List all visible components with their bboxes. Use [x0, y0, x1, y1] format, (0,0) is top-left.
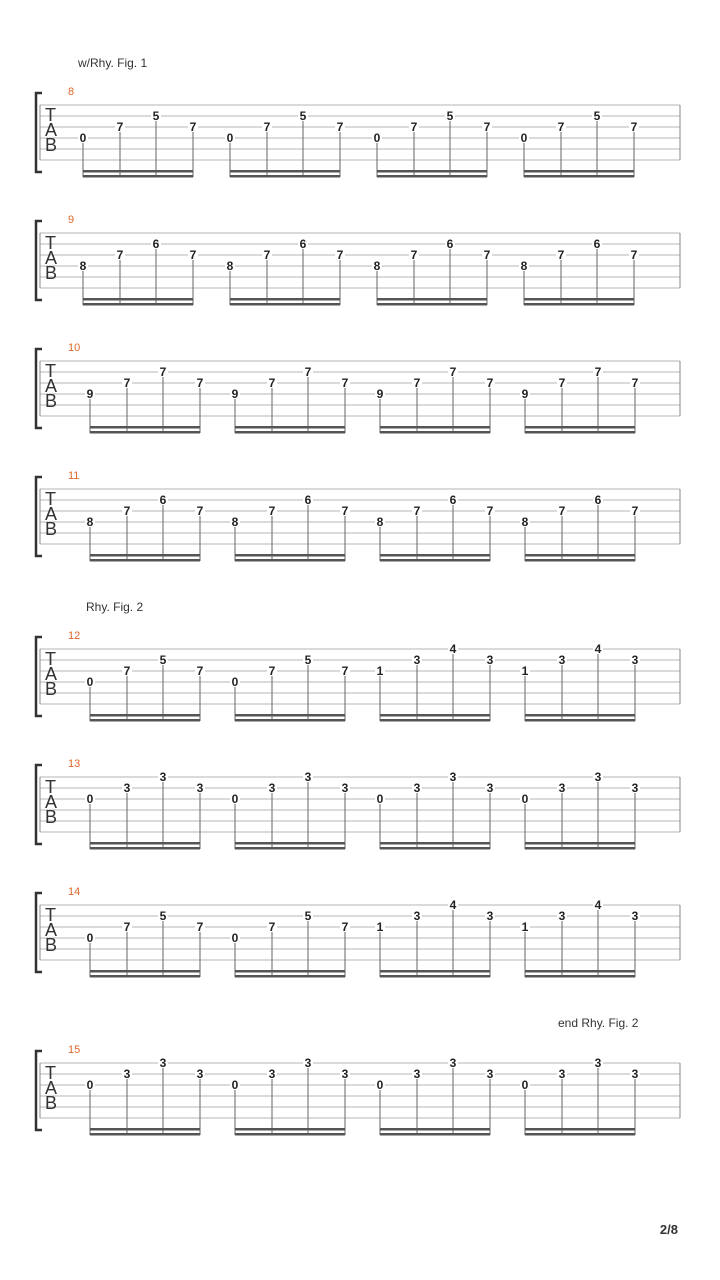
measure-number: 15 — [68, 1044, 81, 1056]
beam-secondary — [90, 426, 200, 429]
tab-clef-letter: B — [45, 519, 58, 539]
beam-primary — [90, 847, 200, 850]
fret-number: 3 — [486, 909, 494, 923]
fret-number: 5 — [152, 109, 160, 123]
beam-secondary — [525, 1128, 635, 1131]
fret-number: 6 — [304, 493, 312, 507]
fret-number: 7 — [263, 248, 271, 262]
beam-primary — [525, 1133, 635, 1136]
beam-secondary — [377, 170, 487, 173]
fret-number: 3 — [558, 653, 566, 667]
measure-number: 12 — [68, 630, 81, 642]
fret-number: 3 — [413, 781, 421, 795]
beam-secondary — [230, 170, 340, 173]
fret-number: 7 — [304, 365, 312, 379]
fret-number: 0 — [521, 1078, 529, 1092]
fret-number: 3 — [486, 1067, 494, 1081]
fret-number: 0 — [231, 1078, 239, 1092]
tab-system — [0, 757, 720, 867]
tab-clef-letter: A — [45, 920, 58, 940]
fret-number: 3 — [268, 1067, 276, 1081]
fret-number: 5 — [299, 109, 307, 123]
beam-secondary — [525, 426, 635, 429]
tab-system — [0, 469, 720, 579]
fret-number: 1 — [376, 920, 384, 934]
fret-number: 8 — [520, 259, 528, 273]
fret-number: 7 — [483, 120, 491, 134]
fret-number: 7 — [189, 120, 197, 134]
fret-number: 3 — [631, 781, 639, 795]
fret-number: 7 — [341, 376, 349, 390]
fret-number: 3 — [631, 653, 639, 667]
fret-number: 3 — [558, 781, 566, 795]
fret-number: 3 — [413, 653, 421, 667]
fret-number: 7 — [123, 920, 131, 934]
fret-number: 3 — [304, 1056, 312, 1070]
fret-number: 3 — [196, 781, 204, 795]
fret-number: 8 — [231, 515, 239, 529]
fret-number: 7 — [486, 504, 494, 518]
beam-secondary — [525, 970, 635, 973]
beam-primary — [524, 175, 634, 178]
beam-secondary — [524, 170, 634, 173]
fret-number: 1 — [521, 920, 529, 934]
fret-number: 8 — [373, 259, 381, 273]
fret-number: 7 — [268, 664, 276, 678]
fret-number: 3 — [159, 1056, 167, 1070]
tab-clef-letter: A — [45, 1078, 58, 1098]
fret-number: 7 — [196, 376, 204, 390]
fret-number: 4 — [594, 642, 602, 656]
beam-secondary — [235, 426, 345, 429]
tab-clef-letter: B — [45, 263, 58, 283]
tab-clef-letter: A — [45, 664, 58, 684]
beam-secondary — [235, 714, 345, 717]
fret-number: 3 — [413, 1067, 421, 1081]
tab-clef-letter: B — [45, 935, 58, 955]
fret-number: 7 — [410, 248, 418, 262]
fret-number: 3 — [594, 1056, 602, 1070]
beam-secondary — [230, 298, 340, 301]
beam-secondary — [380, 970, 490, 973]
tab-clef-letter: T — [45, 233, 56, 253]
measure-number: 10 — [68, 342, 81, 354]
beam-primary — [235, 975, 345, 978]
fret-number: 8 — [86, 515, 94, 529]
fret-number: 0 — [231, 931, 239, 945]
beam-primary — [235, 719, 345, 722]
fret-number: 1 — [376, 664, 384, 678]
beam-primary — [235, 431, 345, 434]
tab-clef-letter: A — [45, 504, 58, 524]
fret-number: 3 — [449, 1056, 457, 1070]
tab-clef-letter: T — [45, 489, 56, 509]
fret-number: 6 — [593, 237, 601, 251]
beam-primary — [380, 1133, 490, 1136]
page-number: 2/8 — [659, 1222, 678, 1237]
beam-primary — [380, 975, 490, 978]
fret-number: 7 — [341, 664, 349, 678]
tab-system — [0, 341, 720, 451]
fret-number: 7 — [413, 504, 421, 518]
fret-number: 7 — [483, 248, 491, 262]
beam-secondary — [235, 970, 345, 973]
tab-clef-letter: A — [45, 120, 58, 140]
fret-number: 0 — [376, 792, 384, 806]
tab-clef-letter: B — [45, 391, 58, 411]
beam-primary — [380, 431, 490, 434]
fret-number: 7 — [196, 664, 204, 678]
fret-number: 8 — [79, 259, 87, 273]
fret-number: 7 — [594, 365, 602, 379]
fret-number: 3 — [594, 770, 602, 784]
beam-primary — [380, 719, 490, 722]
beam-primary — [524, 303, 634, 306]
beam-secondary — [525, 842, 635, 845]
fret-number: 8 — [226, 259, 234, 273]
beam-primary — [235, 1133, 345, 1136]
fret-number: 3 — [631, 1067, 639, 1081]
beam-primary — [380, 847, 490, 850]
beam-primary — [377, 303, 487, 306]
fret-number: 3 — [341, 1067, 349, 1081]
fret-number: 0 — [231, 792, 239, 806]
beam-primary — [525, 847, 635, 850]
fret-number: 5 — [304, 909, 312, 923]
fret-number: 0 — [86, 1078, 94, 1092]
beam-primary — [525, 559, 635, 562]
tab-clef-letter: B — [45, 679, 58, 699]
beam-secondary — [83, 170, 193, 173]
fret-number: 9 — [231, 387, 239, 401]
fret-number: 3 — [486, 653, 494, 667]
fret-number: 0 — [231, 675, 239, 689]
fret-number: 0 — [79, 131, 87, 145]
fret-number: 7 — [558, 504, 566, 518]
beam-primary — [235, 559, 345, 562]
fret-number: 3 — [486, 781, 494, 795]
fret-number: 6 — [299, 237, 307, 251]
beam-secondary — [525, 554, 635, 557]
beam-primary — [90, 559, 200, 562]
fret-number: 0 — [86, 675, 94, 689]
tab-clef-letter: T — [45, 1063, 56, 1083]
fret-number: 7 — [557, 120, 565, 134]
fret-number: 5 — [159, 909, 167, 923]
tab-clef-letter: T — [45, 905, 56, 925]
fret-number: 3 — [558, 909, 566, 923]
beam-secondary — [90, 970, 200, 973]
end-rhythm-figure-2-label: end Rhy. Fig. 2 — [558, 1016, 639, 1030]
beam-primary — [525, 431, 635, 434]
tab-clef-letter: B — [45, 135, 58, 155]
fret-number: 7 — [630, 120, 638, 134]
fret-number: 7 — [413, 376, 421, 390]
fret-number: 1 — [521, 664, 529, 678]
fret-number: 7 — [341, 504, 349, 518]
fret-number: 7 — [123, 504, 131, 518]
tab-clef-letter: B — [45, 807, 58, 827]
fret-number: 0 — [226, 131, 234, 145]
fret-number: 3 — [196, 1067, 204, 1081]
measure-number: 8 — [68, 86, 75, 98]
fret-number: 4 — [449, 642, 457, 656]
fret-number: 7 — [196, 504, 204, 518]
beam-secondary — [90, 714, 200, 717]
fret-number: 9 — [521, 387, 529, 401]
beam-primary — [525, 719, 635, 722]
fret-number: 7 — [268, 504, 276, 518]
beam-primary — [90, 1133, 200, 1136]
tab-system — [0, 1043, 720, 1153]
beam-secondary — [524, 298, 634, 301]
fret-number: 7 — [263, 120, 271, 134]
beam-primary — [380, 559, 490, 562]
tab-clef-letter: A — [45, 376, 58, 396]
fret-number: 7 — [631, 504, 639, 518]
fret-number: 8 — [521, 515, 529, 529]
fret-number: 3 — [631, 909, 639, 923]
beam-secondary — [90, 842, 200, 845]
beam-primary — [90, 431, 200, 434]
fret-number: 3 — [159, 770, 167, 784]
fret-number: 7 — [558, 376, 566, 390]
fret-number: 7 — [116, 120, 124, 134]
beam-secondary — [90, 1128, 200, 1131]
fret-number: 7 — [196, 920, 204, 934]
fret-number: 6 — [152, 237, 160, 251]
tab-clef-letter: B — [45, 1093, 58, 1113]
tab-system — [0, 885, 720, 995]
fret-number: 4 — [594, 898, 602, 912]
fret-number: 7 — [486, 376, 494, 390]
fret-number: 0 — [376, 1078, 384, 1092]
beam-secondary — [380, 1128, 490, 1131]
beam-primary — [235, 847, 345, 850]
fret-number: 7 — [268, 920, 276, 934]
fret-number: 5 — [159, 653, 167, 667]
fret-number: 6 — [594, 493, 602, 507]
tab-clef-letter: T — [45, 649, 56, 669]
fret-number: 5 — [446, 109, 454, 123]
tab-system — [0, 213, 720, 323]
tab-clef-letter: T — [45, 777, 56, 797]
beam-primary — [90, 975, 200, 978]
fret-number: 7 — [189, 248, 197, 262]
fret-number: 7 — [336, 120, 344, 134]
fret-number: 3 — [341, 781, 349, 795]
fret-number: 0 — [86, 792, 94, 806]
beam-primary — [83, 303, 193, 306]
fret-number: 9 — [376, 387, 384, 401]
fret-number: 3 — [123, 781, 131, 795]
fret-number: 7 — [116, 248, 124, 262]
tab-system — [0, 629, 720, 739]
beam-secondary — [525, 714, 635, 717]
fret-number: 3 — [268, 781, 276, 795]
fret-number: 6 — [449, 493, 457, 507]
beam-primary — [230, 175, 340, 178]
tab-clef-letter: A — [45, 248, 58, 268]
fret-number: 3 — [558, 1067, 566, 1081]
beam-secondary — [380, 426, 490, 429]
fret-number: 4 — [449, 898, 457, 912]
beam-primary — [83, 175, 193, 178]
fret-number: 0 — [520, 131, 528, 145]
fret-number: 3 — [304, 770, 312, 784]
tab-clef-letter: T — [45, 361, 56, 381]
rhythm-figure-2-label: Rhy. Fig. 2 — [86, 600, 144, 614]
measure-number: 13 — [68, 758, 81, 770]
fret-number: 7 — [123, 376, 131, 390]
beam-primary — [525, 975, 635, 978]
fret-number: 7 — [268, 376, 276, 390]
fret-number: 9 — [86, 387, 94, 401]
fret-number: 0 — [86, 931, 94, 945]
fret-number: 6 — [159, 493, 167, 507]
fret-number: 3 — [449, 770, 457, 784]
beam-secondary — [235, 1128, 345, 1131]
beam-secondary — [235, 842, 345, 845]
fret-number: 8 — [376, 515, 384, 529]
beam-primary — [377, 175, 487, 178]
fret-number: 0 — [373, 131, 381, 145]
fret-number: 3 — [123, 1067, 131, 1081]
fret-number: 7 — [630, 248, 638, 262]
fret-number: 5 — [593, 109, 601, 123]
fret-number: 5 — [304, 653, 312, 667]
fret-number: 3 — [413, 909, 421, 923]
fret-number: 7 — [123, 664, 131, 678]
tab-clef-letter: A — [45, 792, 58, 812]
fret-number: 0 — [521, 792, 529, 806]
fret-number: 7 — [341, 920, 349, 934]
beam-secondary — [377, 298, 487, 301]
fret-number: 7 — [410, 120, 418, 134]
fret-number: 7 — [336, 248, 344, 262]
fret-number: 7 — [449, 365, 457, 379]
beam-secondary — [380, 554, 490, 557]
measure-number: 14 — [68, 886, 81, 898]
tab-system — [0, 85, 720, 195]
beam-secondary — [235, 554, 345, 557]
fret-number: 7 — [557, 248, 565, 262]
fret-number: 7 — [631, 376, 639, 390]
fret-number: 7 — [159, 365, 167, 379]
beam-secondary — [83, 298, 193, 301]
beam-primary — [230, 303, 340, 306]
fret-number: 6 — [446, 237, 454, 251]
beam-secondary — [380, 714, 490, 717]
beam-secondary — [380, 842, 490, 845]
beam-primary — [90, 719, 200, 722]
tab-clef-letter: T — [45, 105, 56, 125]
rhythm-figure-1-label: w/Rhy. Fig. 1 — [78, 56, 148, 70]
beam-secondary — [90, 554, 200, 557]
measure-number: 9 — [68, 214, 75, 226]
measure-number: 11 — [68, 470, 80, 482]
